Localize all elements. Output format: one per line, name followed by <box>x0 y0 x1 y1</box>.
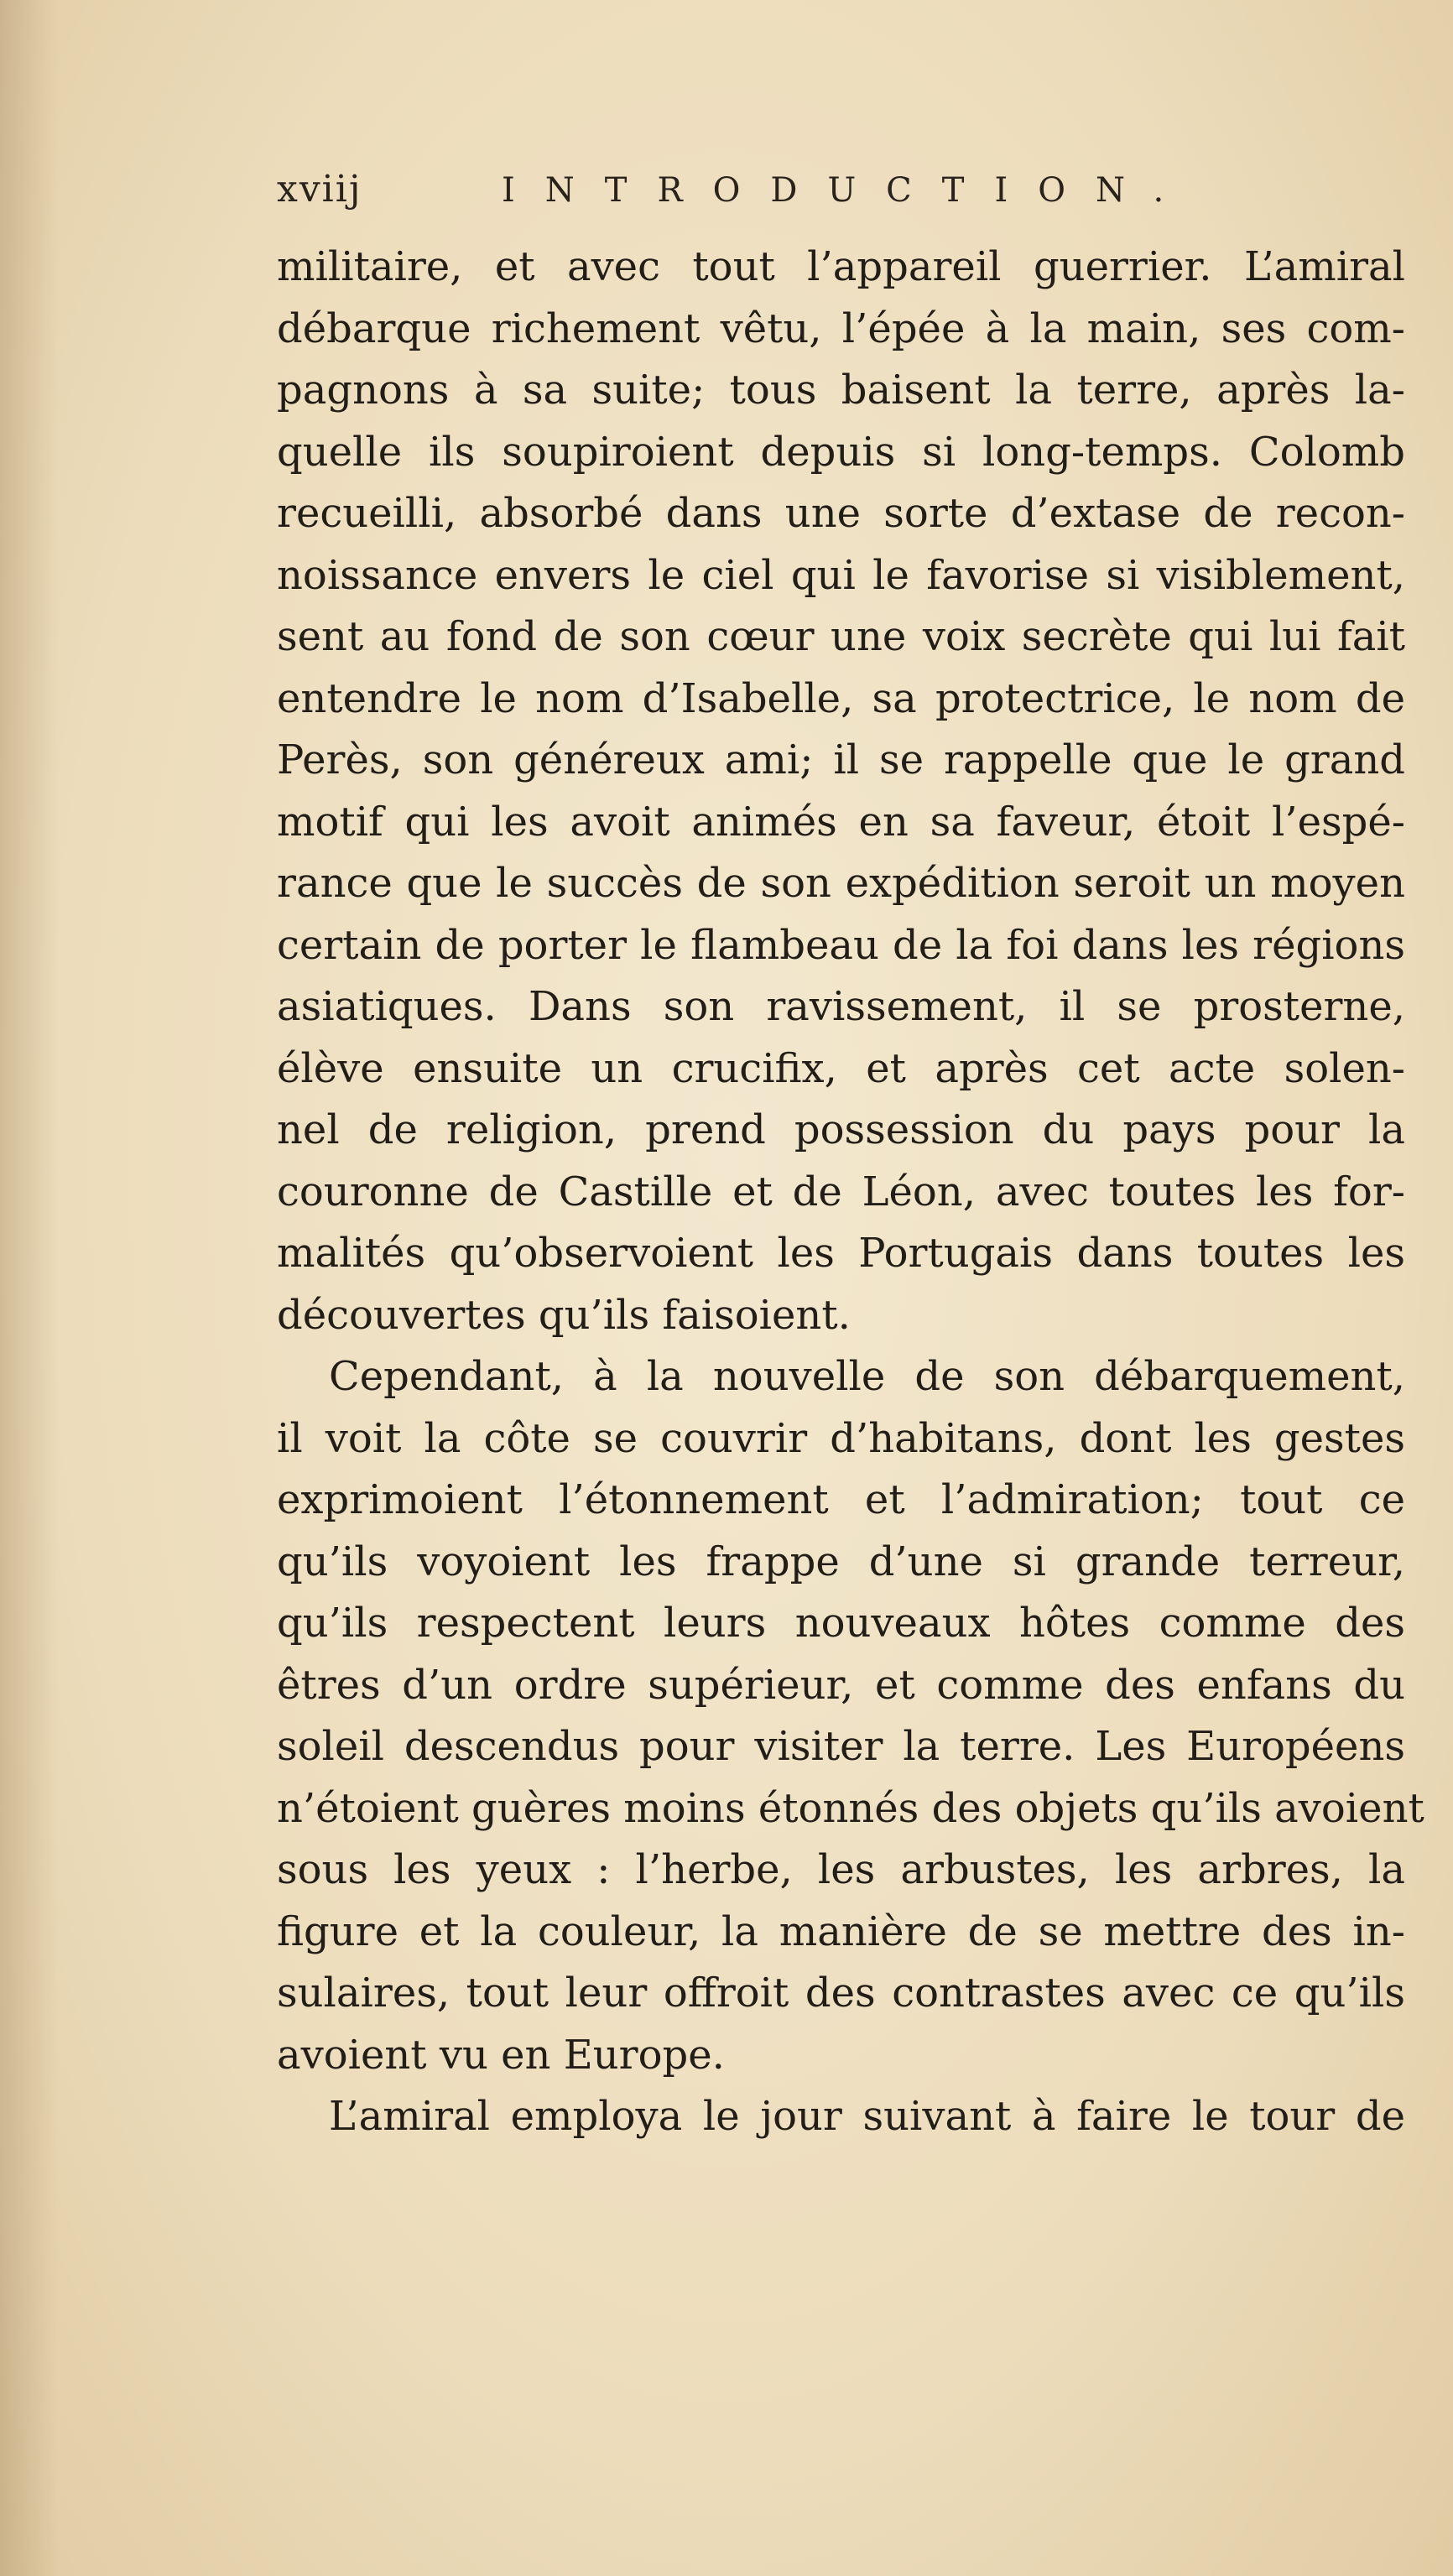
body-text <box>277 237 1424 2148</box>
text-line: noissance envers le ciel qui le favorise si visiblement, <box>277 551 1405 599</box>
text-line: motif qui les avoit animés en sa faveur, étoit l’espé- <box>277 798 1405 846</box>
text-line: malités qu’observoient les Portugais dans toutes les <box>277 1230 1405 1277</box>
text-line: nel de religion, prend possession du pays pour la <box>277 1106 1405 1153</box>
text-line: sulaires, tout leur offroit des contrastes avec ce qu’ils <box>277 1970 1405 2017</box>
text-line: Perès, son généreux ami; il se rappelle que le grand <box>277 736 1405 783</box>
text-line: rance que le succès de son expédition seroit un moyen <box>277 860 1405 907</box>
text-line: qu’ils respectent leurs nouveaux hôtes comme des <box>277 1600 1405 1647</box>
text-line: débarque richement vêtu, l’épée à la main, ses com- <box>277 304 1405 352</box>
text-line: avoient vu en Europe. <box>277 2031 725 2079</box>
text-line: découvertes qu’ils faisoient. <box>277 1291 851 1339</box>
text-line: soleil descendus pour visiter la terre. Les Européens <box>277 1723 1405 1770</box>
text-line: certain de porter le flambeau de la foi dans les régions <box>277 921 1405 969</box>
text-line: élève ensuite un crucifix, et après cet acte solen- <box>277 1044 1405 1092</box>
page-header <box>277 168 1195 226</box>
page-number: xviij <box>277 168 362 211</box>
text-line: figure et la couleur, la manière de se mettre des in- <box>277 1907 1405 1955</box>
text-line: couronne de Castille et de Léon, avec toutes les for- <box>277 1168 1405 1215</box>
text-line: L’amiral employa le jour suivant à faire le tour de <box>329 2093 1405 2140</box>
text-line: asiatiques. Dans son ravissement, il se prosterne, <box>277 983 1405 1030</box>
text-line: recueilli, absorbé dans une sorte d’extase de recon- <box>277 490 1405 537</box>
running-title: INTRODUCTION. <box>502 171 1195 210</box>
text-line: militaire, et avec tout l’appareil guerrier. L’amiral <box>277 243 1405 290</box>
text-line: êtres d’un ordre supérieur, et comme des enfans du <box>277 1661 1405 1709</box>
text-line: exprimoient l’étonnement et l’admiration; tout ce <box>277 1476 1405 1523</box>
page-edge-shadow <box>0 0 59 2576</box>
text-line: pagnons à sa suite; tous baisent la terre, après la- <box>277 367 1405 414</box>
text-line: n’étoient guères moins étonnés des objets qu’ils avoient <box>277 1784 1424 1832</box>
text-line: qu’ils voyoient les frappe d’une si grande terreur, <box>277 1538 1405 1585</box>
text-line: entendre le nom d’Isabelle, sa protectrice, le nom de <box>277 674 1405 722</box>
text-line: il voit la côte se couvrir d’habitans, dont les gestes <box>277 1414 1405 1462</box>
text-line: Cependant, à la nouvelle de son débarquement, <box>329 1353 1405 1400</box>
text-line: sent au fond de son cœur une voix secrète qui lui fait <box>277 613 1405 660</box>
text-line: sous les yeux : l’herbe, les arbustes, les arbres, la <box>277 1846 1405 1893</box>
text-line: quelle ils soupiroient depuis si long-temps. Colomb <box>277 428 1405 476</box>
